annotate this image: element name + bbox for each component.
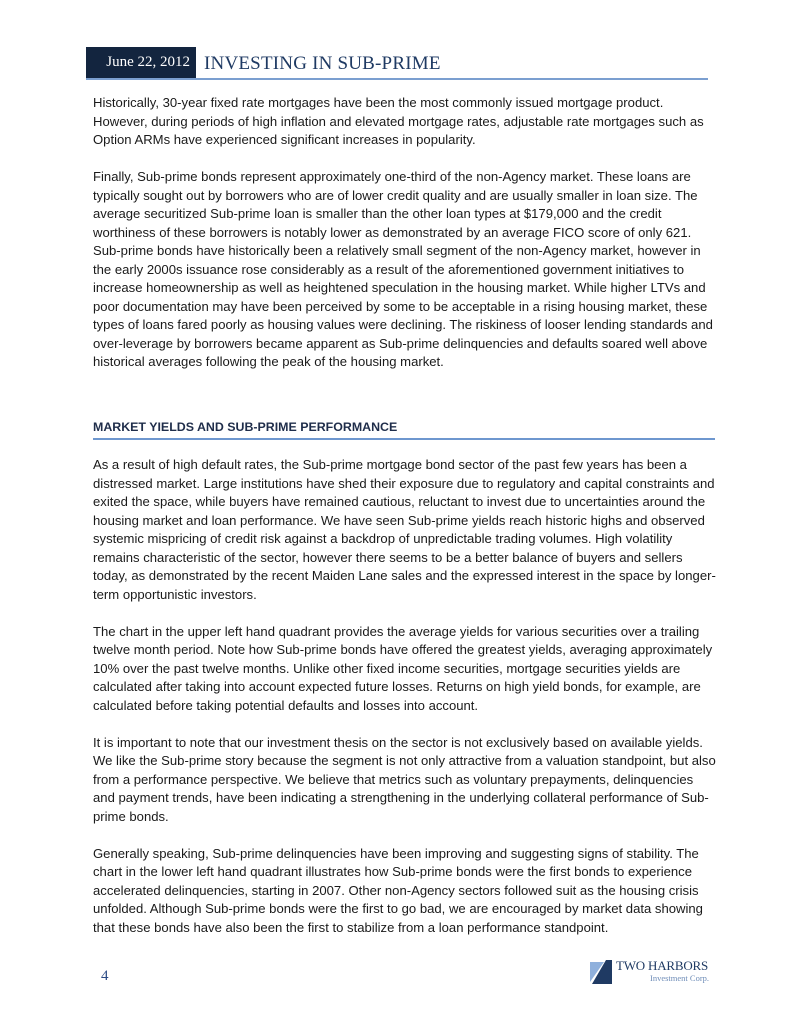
paragraph: Historically, 30-year fixed rate mortgages have been the most commonly issued mortgage product. However, during periods of high inflation and elevated mortgage rates, adjustable rate mortgages such as Option ARMs have experienced significant increases in popularity.: [93, 95, 704, 147]
section-title: MARKET YIELDS AND SUB-PRIME PERFORMANCE: [93, 420, 398, 434]
header-date: June 22, 2012: [86, 47, 196, 78]
paragraph: It is important to note that our investment thesis on the sector is not exclusively based on available yields. We like the Sub-prime story because the segment is not only attractive from a valuation standpoint, but also from a performance perspective. We believe that metrics such as voluntary prepayments, delinquencies and payment trends, have been indicating a strengthening in the underlying collateral performance of Sub-prime bonds.: [93, 734, 716, 824]
logo-subtitle: Investment Corp.: [650, 973, 710, 983]
header-divider: [86, 78, 708, 80]
paragraph: As a result of high default rates, the Sub-prime mortgage bond sector of the past few years has been a distressed market. Large institutions have shed their exposure due to regulatory and capital constraints and exited the space, while buyers have remained cautious, reluctant to invest due to uncertainties around the housing market and loan performance. We have seen Sub-prime yields reach historic highs and observed systemic mispricing of credit risk against a backdrop of unpredictable trading volumes. High volatility remains characteristic of the sector, however there seems to be a better balance of buyers and sellers today, as demonstrated by the recent Maiden Lane sales and the expressed interest in the space by longer-term opportunistic investors.: [93, 457, 716, 602]
two-harbors-sail-icon: [590, 960, 612, 984]
section-divider: [93, 438, 715, 440]
intro-section: [93, 94, 718, 372]
paragraph: Generally speaking, Sub-prime delinquencies have been improving and suggesting signs of stability. The chart in the lower left hand quadrant illustrates how Sub-prime bonds were the first bonds to experience accelerated delinquencies, starting in 2007. Other non-Agency sectors followed suit as the housing crisis unfolded. Although Sub-prime bonds were the first to go bad, we are encouraged by market data showing that these bonds have also been the first to stabilize from a loan performance standpoint.: [93, 845, 703, 935]
page-header: [86, 47, 708, 79]
paragraph: The chart in the upper left hand quadrant provides the average yields for various securities over a trailing twelve month period. Note how Sub-prime bonds have offered the greatest yields, averaging approximately 10% over the past twelve months. Unlike other fixed income securities, mortgage securities yields are calculated after taking into account expected future losses. Returns on high yield bonds, for example, are calculated before taking potential defaults and losses into account.: [93, 623, 713, 713]
company-logo: [590, 958, 715, 988]
page-number: 4: [101, 968, 109, 984]
paragraph: Finally, Sub-prime bonds represent approximately one-third of the non-Agency market. These loans are typically sought out by borrowers who are of lower credit quality and are usually smaller in loan size. The average securitized Sub-prime loan is smaller than the other loan types at $179,000 and the credit worthiness of these borrowers is notably lower as demonstrated by an average FICO score of only 621. Sub-prime bonds have historically been a relatively small segment of the non-Agency market, however in the early 2000s issuance rose considerably as a result of the aforementioned government initiatives to increase homeownership as well as heightened speculation in the housing market. While higher LTVs and poor documentation may have been perceived by some to be acceptable in a rising housing market, these types of loans fared poorly as housing values were declining. The riskiness of looser lending standards and over-leverage by borrowers became apparent as Sub-prime delinquencies and defaults soared well above historical averages following the peak of the housing market.: [93, 169, 713, 369]
logo-name: TWO HARBORS: [616, 958, 709, 973]
market-yields-section: [93, 456, 718, 937]
section-heading: [93, 419, 715, 440]
document-title: INVESTING IN SUB-PRIME: [204, 53, 441, 74]
